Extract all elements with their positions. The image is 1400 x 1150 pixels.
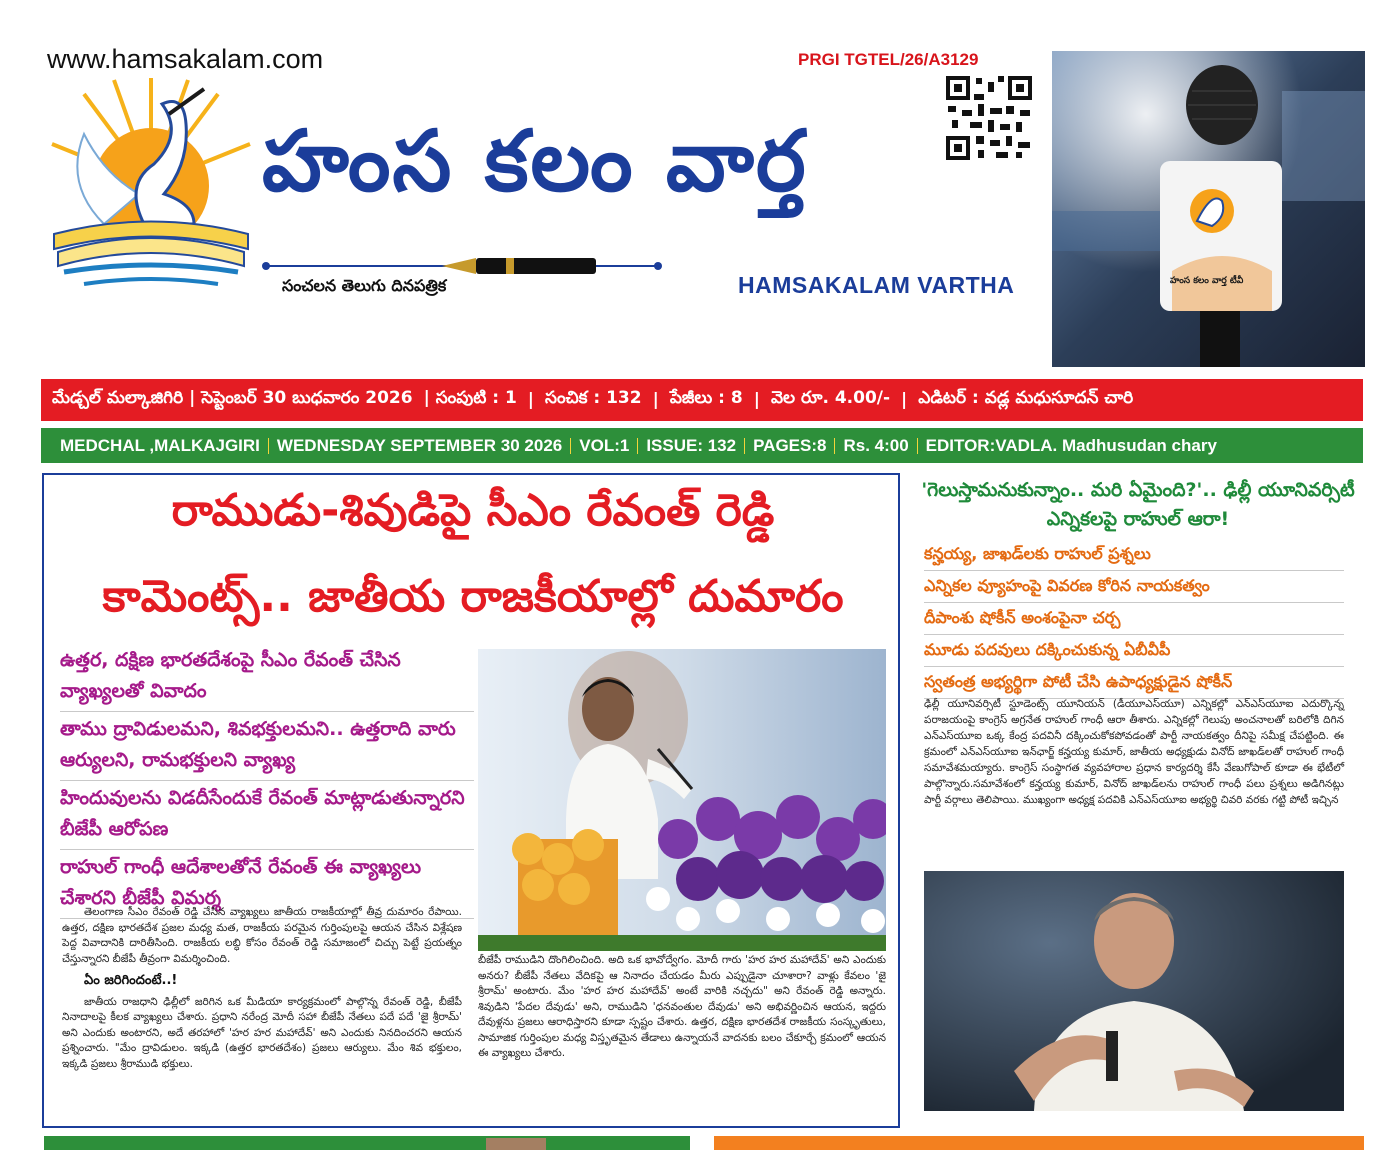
info-sep: | xyxy=(901,390,908,410)
info-volume-en: VOL:1 xyxy=(579,435,630,455)
news-photo-rahul xyxy=(924,871,1344,1111)
info-sep: | xyxy=(652,390,659,410)
subhead-item: హిందువులను విడదీసేందుకే రేవంత్ మాట్లాడుతున్నారని బీజేపీ ఆరోపణ xyxy=(60,781,474,850)
news-photo-revanth xyxy=(478,649,886,951)
body-paragraph: జాతీయ రాజధాని ఢిల్లీలో జరిగిన ఒక మీడియా కార్యక్రమంలో పాల్గొన్న రేవంత్ రెడ్డి, బీజేపీ నినాదాలపై కీలక వ్యాఖ్యలు చేశారు. ప్రధాని నరేంద్ర మోదీ సహా బీజేపీ నేతలు పదే పదే 'జై శ్రీరామ్' అని ఎందుకు అంటారని, అదే తరహాలో 'హర హర మహాదేవ్' అని ఎందుకు నినదించరని ఆయన ప్రశ్నించారు. "మేం ద్రావిడులం. ఇక్కడి (ఉత్తర భారతదేశం) ప్రజలు ఆర్యులు. మేం శివ భక్తులం, ఇక్కడి ప్రజలు శ్రీరాముడి భక్తులు. xyxy=(62,995,462,1070)
info-price: వెల రూ. 4.00/- xyxy=(770,388,891,408)
info-volume: | సంపుటి : 1 xyxy=(423,388,517,408)
tagline-telugu: సంచలన తెలుగు దినపత్రిక xyxy=(282,276,447,295)
main-body-right: బీజేపీ రాముడిని దొంగిలించింది. అది ఒక భావోద్వేగం. మోదీ గారు 'హర హర మహాదేవ్' అని ఎందుకు అనరు? బీజేపీ నేతలు వేదికపై ఆ నినాదం చేయడం మీరు ఎప్పుడైనా చూశారా? వాళ్లు కేవలం 'జై శ్రీరామ్' అంటారు. మేం 'హర హర మహాదేవ్' అంటే వారికి నచ్చదు" అని రేవంత్ రెడ్డి అన్నారు. శివుడిని 'పేదల దేవుడు' అని, రాముడిని 'ధనవంతుల దేవుడు' అని అభివర్ణించిన ఆయన, ఇద్దరు దేవుళ్లను ప్రజలు ఆరాధిస్తారని కూడా స్పష్టం చేశారు. ఉత్తర, దక్షిణ భారతదేశ రాజకీయ సంస్కృతులు, సామాజిక గుర్తింపుల మధ్య విస్తృతమైన తేడాలు ఉన్నాయనే వాదనకు బలం చేకూర్చే క్రమంలో ఆయన ఈ వ్యాఖ్యలు చేశారు. xyxy=(478,954,886,1059)
body-subhead: ఏం జరిగిందంటే..! xyxy=(84,973,178,988)
main-headline-line1[interactable]: రాముడు-శివుడిపై సీఎం రేవంత్ రెడ్డి xyxy=(171,485,775,536)
info-date-place: మేడ్చల్ మల్కాజిగిరి | సెప్టెంబర్ 30 బుధవారం 2026 xyxy=(52,388,413,408)
news-photo-revanth-icon xyxy=(478,649,886,951)
subhead-item: రాహుల్ గాంధీ ఆదేశాలతోనే రేవంత్ ఈ వ్యాఖ్యలు చేశారని బీజేపీ విమర్శ xyxy=(60,850,474,919)
main-subheads xyxy=(60,643,474,919)
info-issue-en: ISSUE: 132 xyxy=(646,435,737,455)
info-pages-en: PAGES:8 xyxy=(753,435,827,455)
main-headline-line2[interactable]: కామెంట్స్.. జాతీయ రాజకీయాల్లో దుమారం xyxy=(102,571,844,622)
info-price-en: Rs. 4:00 xyxy=(843,435,909,455)
registration-number: PRGI TGTEL/26/A3129 xyxy=(798,50,979,69)
info-bar-telugu xyxy=(41,379,1363,421)
website-url[interactable]: www.hamsakalam.com xyxy=(47,44,324,74)
info-sep: | xyxy=(527,390,535,410)
body-paragraph: తెలంగాణ సీఎం రేవంత్ రెడ్డి చేసిన వ్యాఖ్యలు జాతీయ రాజకీయాల్లో తీవ్ర దుమారం రేపాయి. ఉత్తర, దక్షిణ భారతదేశ ప్రజల మధ్య మత, రాజకీయ పరమైన గుర్తింపులపై ఆయన చేసిన విశ్లేషణ పెద్ద వివాదానికి దారితీసింది. రాజకీయ లబ్ధి కోసం రేవంత్ రెడ్డి సమాజంలో చిచ్చు పెట్టే ప్రయత్నం చేస్తున్నారని బీజేపీ తీవ్రంగా విమర్శించింది. xyxy=(62,906,462,965)
info-sep: | xyxy=(753,390,760,410)
main-body-left xyxy=(62,905,462,1072)
microphone-photo-icon xyxy=(1052,51,1365,367)
info-issue: సంచిక : 132 xyxy=(545,388,642,408)
masthead-title-english: HAMSAKALAM VARTHA xyxy=(738,272,1015,298)
side-point: మూడు పదవులు దక్కించుకున్న ఏబీవీపీ xyxy=(924,636,1344,667)
info-bar-english xyxy=(41,428,1363,463)
footer-strip-green xyxy=(44,1136,690,1150)
side-story-headline[interactable]: 'గెలుస్తామనుకున్నాం.. మరి ఏమైంది?'.. ఢిల్లీ యూనివర్సిటీ ఎన్నికలపై రాహుల్ ఆరా! xyxy=(921,479,1355,530)
side-point: ఎన్నికల వ్యూహంపై వివరణ కోరిన నాయకత్వం xyxy=(924,572,1344,603)
main-story xyxy=(42,473,900,1128)
swan-pen-logo-icon xyxy=(44,74,258,294)
info-editor: ఎడిటర్ : వడ్ల మధుసూదన్ చారి xyxy=(918,388,1134,408)
info-pages: పేజీలు : 8 xyxy=(669,388,743,408)
side-point: దీపాంశు షోకీన్ అంశంపైనా చర్చ xyxy=(924,604,1344,635)
info-editor-en: EDITOR:VADLA. Madhusudan chary xyxy=(925,435,1217,455)
news-photo-rahul-icon xyxy=(924,871,1344,1111)
qr-code-icon[interactable] xyxy=(944,74,1034,162)
info-place-en: MEDCHAL ,MALKAJGIRI xyxy=(60,435,260,455)
mic-flag-text: హంస కలం వార్త టీవీ xyxy=(1170,276,1244,286)
side-story-points xyxy=(924,540,1344,700)
pen-divider-icon xyxy=(262,254,662,278)
masthead-title-telugu: హంస కలం వార్త xyxy=(262,112,808,210)
microphone-photo xyxy=(1052,51,1365,367)
footer-strip-orange xyxy=(714,1136,1364,1150)
subhead-item: ఉత్తర, దక్షిణ భారతదేశంపై సీఎం రేవంత్ చేసిన వ్యాఖ్యలతో వివాదం xyxy=(60,643,474,712)
side-story-body: ఢిల్లీ యూనివర్సిటీ స్టూడెంట్స్ యూనియన్ (డీయూఎస్‌యూ) ఎన్నికల్లో ఎన్ఎస్‌యూఐ ఎదుర్కొన్న పరాజయంపై కాంగ్రెస్ అగ్రనేత రాహుల్ గాంధీ ఆరా తీశారు. ఎన్నికల్లో గెలుపు అంచనాలతో బరిలోకి దిగిన ఎన్ఎస్‌యూఐ ఒక్క కేంద్ర పదవినీ దక్కించుకోకపోవడంతో పార్టీ నాయకత్వం దీనిపై సమీక్ష చేపట్టింది. ఈ క్రమంలో ఎన్ఎస్‌యూఐ ఇన్‌ఛార్జ్ కన్హయ్య కుమార్, జాతీయ అధ్యక్షుడు వినోద్ జాఖడ్‌లతో రాహుల్ గాంధీ సమావేశమయ్యారు. కాంగ్రెస్ సంస్థాగత వ్యవహారాల ప్రధాన కార్యదర్శి కేసీ వేణుగోపాల్ కూడా ఈ భేటీలో పాల్గొన్నారు.సమావేశంలో కన్హయ్య కుమార్, వినోద్ జాఖడ్‌లను రాహుల్ గాంధీ పలు ప్రశ్నలు అడిగినట్లు పార్టీ వర్గాలు తెలిపాయి. ముఖ్యంగా అధ్యక్ష పదవికి ఎన్ఎస్‌యూఐ అభ్యర్థి చివరి వరకు గట్టి పోటీ ఇచ్చిన xyxy=(924,698,1344,806)
side-point: కన్హయ్య, జాఖడ్‌లకు రాహుల్ ప్రశ్నలు xyxy=(924,540,1344,571)
side-point: స్వతంత్ర అభ్యర్థిగా పోటీ చేసి ఉపాధ్యక్షుడైన షోకీన్ xyxy=(924,668,1344,699)
footer-thumbnail xyxy=(486,1138,546,1150)
subhead-item: తాము ద్రావిడులమని, శివభక్తులమని.. ఉత్తరాది వారు ఆర్యులని, రామభక్తులని వ్యాఖ్య xyxy=(60,712,474,781)
info-date-en: WEDNESDAY SEPTEMBER 30 2026 xyxy=(276,435,563,455)
